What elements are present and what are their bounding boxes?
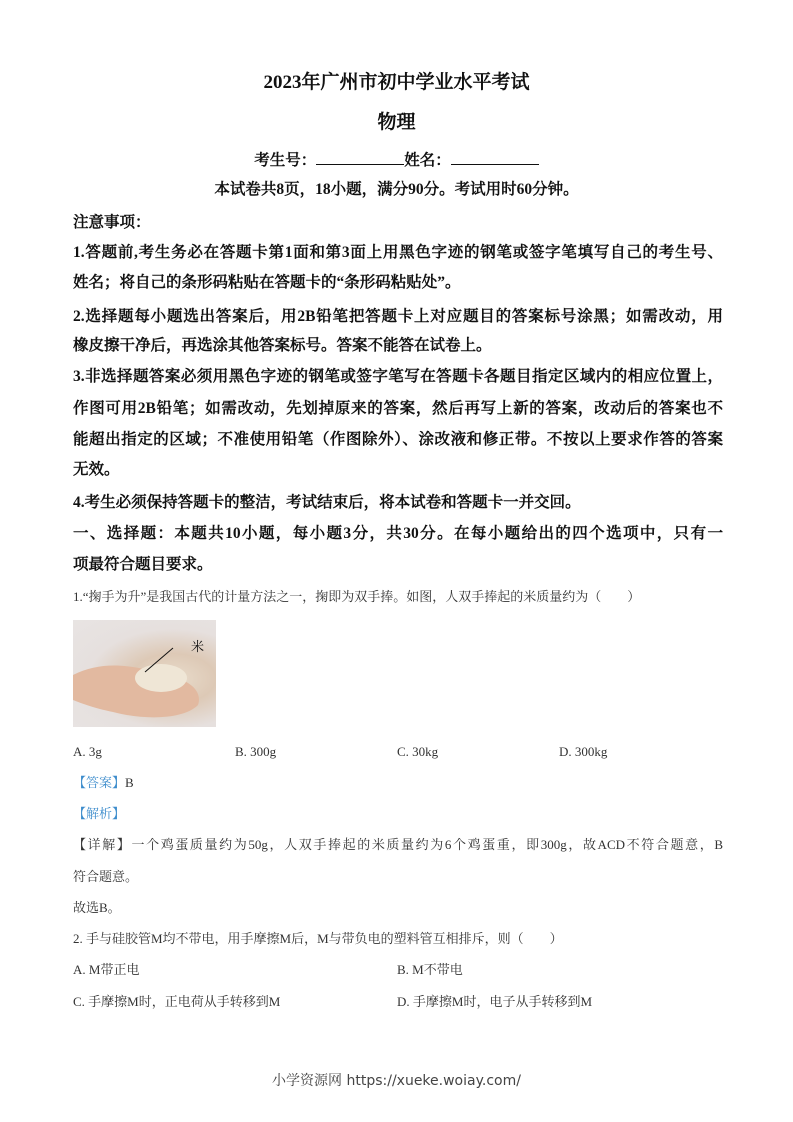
q1-option-d: D. 300kg — [559, 744, 608, 759]
candidate-info — [0, 150, 793, 171]
subject-title: 物理 — [377, 112, 416, 133]
q2-option-b: B. M不带电 — [397, 962, 463, 977]
detail-line: 符合题意。 — [73, 869, 139, 884]
notes-heading: 注意事项： — [73, 214, 151, 231]
note-line: 橡皮擦干净后，再选涂其他答案标号。答案不能答在试卷上。 — [73, 337, 492, 354]
note-line: 姓名；将自己的条形码粘贴在答题卡的“条形码粘贴处”。 — [73, 274, 461, 291]
exam-summary: 本试卷共8页，18小题，满分90分。考试用时60分钟。 — [214, 181, 579, 198]
q2-option-a: A. M带正电 — [73, 962, 140, 977]
note-line: 1.答题前,考生务必在答题卡第1面和第3面上用黑色字迹的钢笔或签字笔填写自己的考生号、 — [73, 244, 723, 261]
name-blank — [451, 150, 539, 165]
exam-no-label: 考生号： — [254, 152, 317, 169]
note-line: 无效。 — [73, 461, 120, 478]
rice-label: 米 — [191, 639, 205, 654]
detail-tag: 【详解】 — [73, 837, 132, 852]
name-label: 姓名： — [404, 152, 451, 169]
q1-option-c: C. 30kg — [397, 744, 439, 759]
q2-option-d: D. 手摩擦M时，电子从手转移到M — [397, 994, 593, 1009]
q1-answer — [73, 773, 723, 793]
note-line: 4.考生必须保持答题卡的整洁，考试结束后，将本试卷和答题卡一并交回。 — [73, 494, 581, 511]
q1-option-b: B. 300g — [235, 744, 277, 759]
exam-title: 2023年广州市初中学业水平考试 — [263, 72, 530, 93]
rice-in-hands-image — [73, 620, 216, 727]
detail-line: 故选B。 — [73, 900, 121, 915]
note-line: 3.非选择题答案必须用黑色字迹的钢笔或签字笔写在答题卡各题目指定区域内的相应位置上， — [73, 368, 723, 385]
note-line: 2.选择题每小题选出答案后，用2B铅笔把答题卡上对应题目的答案标号涂黑；如需改动，用 — [73, 308, 723, 325]
answer-tag: 【答案】 — [73, 775, 126, 790]
footer-watermark: 小学资源网 https://xueke.woiay.com/ — [272, 1073, 521, 1089]
q1-stem: 1.“掬手为升”是我国古代的计量方法之一，掬即为双手捧。如图，人双手捧起的米质量约为（ ） — [73, 589, 641, 604]
exam-no-blank — [316, 150, 404, 165]
note-line: 能超出指定的区域；不准使用铅笔（作图除外）、涂改液和修正带。不按以上要求作答的答案 — [73, 431, 723, 448]
answer-value: B — [125, 775, 134, 790]
detail-text: 一个鸡蛋质量约为50g，人双手捧起的米质量约为6个鸡蛋重，即300g，故ACD不符合题意，B — [131, 837, 723, 852]
section-heading: 一、选择题：本题共10小题，每小题3分，共30分。在每小题给出的四个选项中，只有一 — [73, 525, 723, 542]
note-line: 作图可用2B铅笔；如需改动，先划掉原来的答案，然后再写上新的答案，改动后的答案也不 — [73, 400, 723, 417]
q2-option-c: C. 手摩擦M时，正电荷从手转移到M — [73, 994, 281, 1009]
q1-detail — [73, 835, 723, 855]
q2-stem: 2. 手与硅胶管M均不带电，用手摩擦M后，M与带负电的塑料管互相排斥，则（ ） — [73, 931, 563, 946]
q1-option-a: A. 3g — [73, 744, 102, 759]
section-heading: 项最符合题目要求。 — [73, 556, 213, 573]
analysis-tag: 【解析】 — [73, 806, 126, 821]
